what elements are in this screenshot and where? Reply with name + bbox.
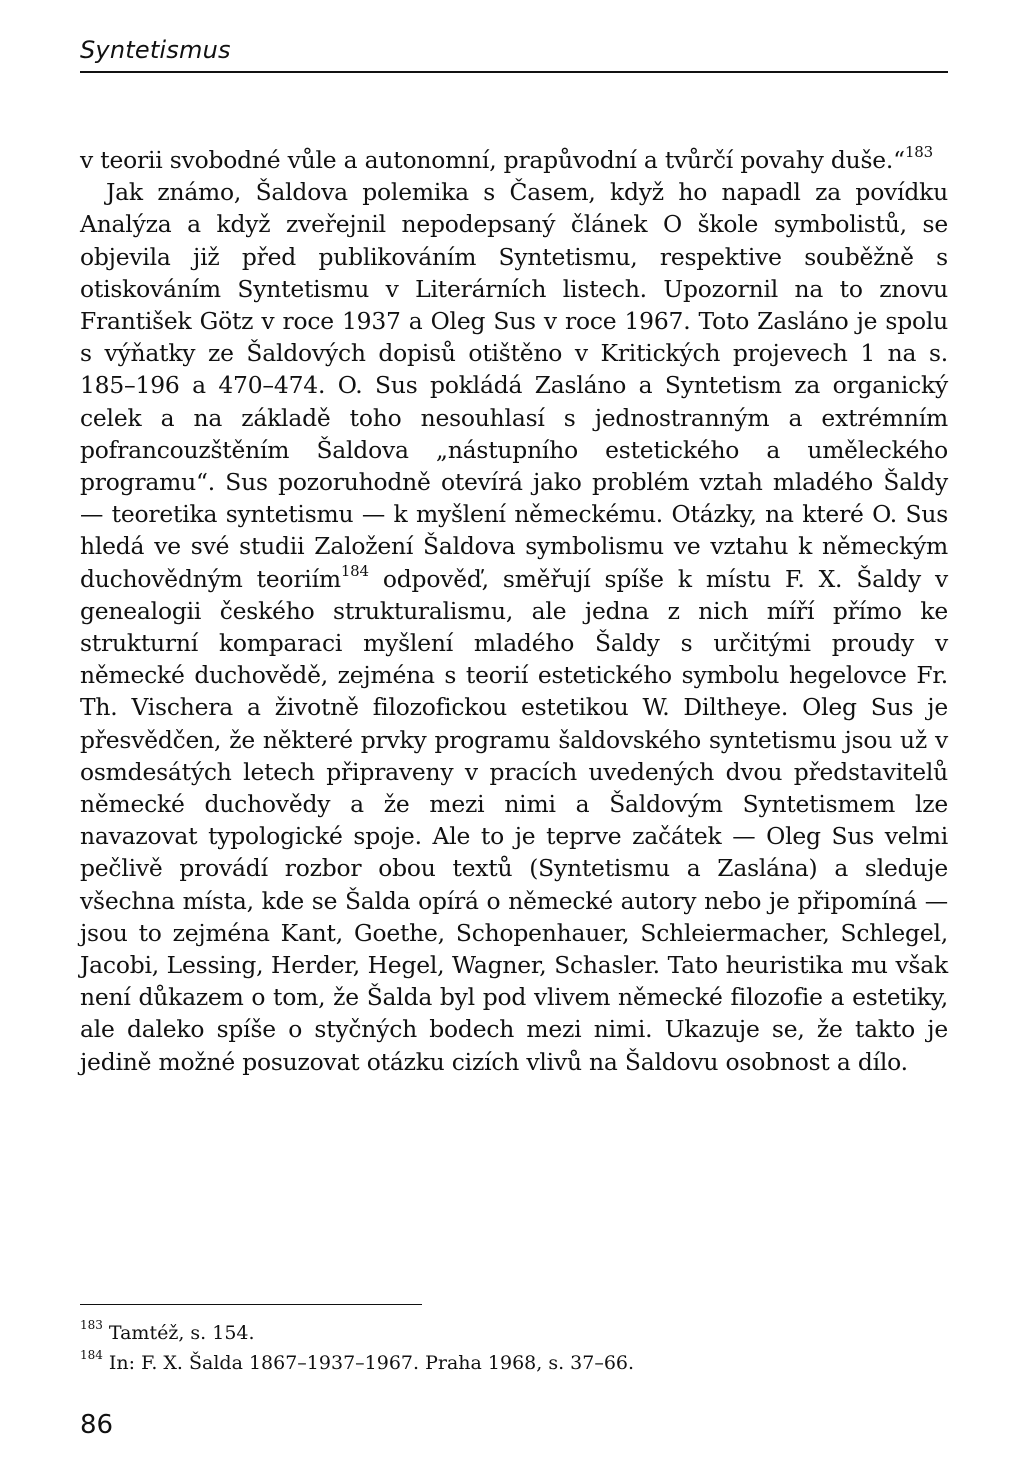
paragraph-2 xyxy=(80,176,948,1078)
footnote-ref-184: 184 xyxy=(340,561,369,580)
paragraph-1-text: v teorii svobodné vůle a autonomní, prapůvodní a tvůrčí povahy duše.“ xyxy=(80,146,905,174)
footnote-ref-183: 183 xyxy=(904,143,933,162)
footnote-rule xyxy=(80,1304,422,1305)
footnotes xyxy=(80,1318,948,1378)
footnote-number: 184 xyxy=(80,1347,103,1362)
paragraph-2-text-part-1: Jak známo, Šaldova polemika s Časem, když ho napadl za povídku Analýza a když zveřejnil nepodepsaný článek O škole symbolistů, se objevila již před publikováním Syntetismu, respektive souběžně s otiskováním Syntetismu v Literárních listech. Upozornil na to znovu František Götz v roce 1937 a Oleg Sus v roce 1967. Toto Zasláno je spolu s výňatky ze Šaldových dopisů otištěno v Kritických projevech 1 na s. 185–196 a 470–474. O. Sus pokládá Zasláno a Syntetism za organický celek a na základě toho nesouhlasí s jednostranným a extrémním pofrancouzštěním Šaldova „nástupního estetického a uměleckého programu“. Sus pozoruhodně otevírá jako problém vztah mladého Šaldy — teoretika syntetismu — k myšlení německému. Otázky, na které O. Sus hledá ve své studii Založení Šaldova symbolismu ve vztahu k německým duchovědným teoriím xyxy=(80,178,948,593)
running-title: Syntetismus xyxy=(80,36,231,64)
page-number: 86 xyxy=(80,1410,114,1440)
footnote-text: Tamtéž, s. 154. xyxy=(108,1322,255,1344)
footnote-184 xyxy=(80,1348,948,1378)
footnote-text: In: F. X. Šalda 1867–1937–1967. Praha 1968, s. 37–66. xyxy=(108,1352,635,1374)
paragraph-2-text-part-2: odpověď, směřují spíše k místu F. X. Šaldy v genealogii českého strukturalismu, ale jedna z nich míří přímo ke strukturní komparaci myšlení mladého Šaldy s určitými proudy v německé duchovědě, zejména s teorií estetického symbolu hegelovce Fr. Th. Vischera a životně filozofickou estetikou W. Diltheye. Oleg Sus je přesvědčen, že některé prvky programu šaldovského syntetismu jsou už v osmdesátých letech připraveny v pracích uvedených dvou představitelů německé duchovědy a že mezi nimi a Šaldovým Syntetismem lze navazovat typologické spoje. Ale to je teprve začátek — Oleg Sus velmi pečlivě provádí rozbor obou textů (Syntetismu a Zaslána) a sleduje všechna místa, kde se Šalda opírá o německé autory nebo je připomíná — jsou to zejména Kant, Goethe, Schopenhauer, Schleiermacher, Schlegel, Jacobi, Lessing, Herder, Hegel, Wagner, Schasler. Tato heuristika mu však není důkazem o tom, že Šalda byl pod vlivem německé filozofie a estetiky, ale daleko spíše o styčných bodech mezi nimi. Ukazuje se, že takto je jedině možné posuzovat otázku cizích vlivů na Šaldovu osobnost a dílo. xyxy=(80,564,948,1076)
header-rule xyxy=(80,71,948,73)
footnote-number: 183 xyxy=(80,1317,103,1332)
main-text xyxy=(80,144,948,1078)
paragraph-1 xyxy=(80,144,948,176)
footnote-183 xyxy=(80,1318,948,1348)
